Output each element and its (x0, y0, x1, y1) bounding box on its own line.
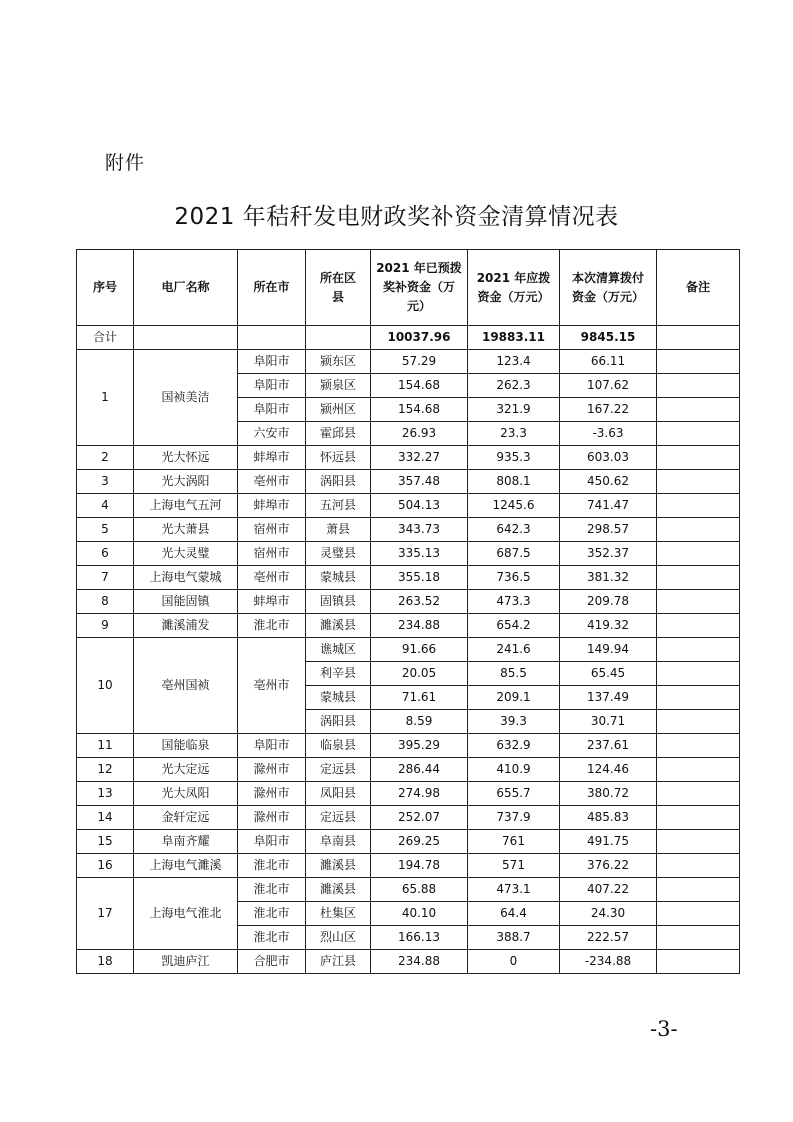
seq-cell: 4 (77, 494, 134, 518)
county-cell: 定远县 (306, 806, 371, 830)
note-cell (657, 950, 740, 974)
city-cell: 亳州市 (238, 566, 306, 590)
settle-cell: 491.75 (560, 830, 657, 854)
city-cell: 六安市 (238, 422, 306, 446)
table-row (77, 614, 740, 638)
seq-cell: 10 (77, 638, 134, 734)
city-cell: 阜阳市 (238, 734, 306, 758)
plant-cell: 国能固镇 (134, 590, 238, 614)
prepaid-cell: 269.25 (371, 830, 468, 854)
settle-cell: 222.57 (560, 926, 657, 950)
prepaid-cell: 357.48 (371, 470, 468, 494)
prepaid-cell: 20.05 (371, 662, 468, 686)
seq-cell: 2 (77, 446, 134, 470)
county-cell: 涡阳县 (306, 470, 371, 494)
settle-cell: 137.49 (560, 686, 657, 710)
seq-cell: 6 (77, 542, 134, 566)
should-cell: 761 (468, 830, 560, 854)
should-cell: 687.5 (468, 542, 560, 566)
header-city: 所在市 (238, 250, 306, 326)
county-cell: 濉溪县 (306, 878, 371, 902)
should-cell: 1245.6 (468, 494, 560, 518)
city-cell: 蚌埠市 (238, 494, 306, 518)
settle-cell: 376.22 (560, 854, 657, 878)
settle-cell: 237.61 (560, 734, 657, 758)
city-cell: 阜阳市 (238, 398, 306, 422)
prepaid-cell: 57.29 (371, 350, 468, 374)
county-cell: 烈山区 (306, 926, 371, 950)
plant-cell: 金轩定远 (134, 806, 238, 830)
prepaid-cell: 263.52 (371, 590, 468, 614)
county-cell: 蒙城县 (306, 686, 371, 710)
settle-cell: 209.78 (560, 590, 657, 614)
prepaid-cell: 71.61 (371, 686, 468, 710)
prepaid-cell: 194.78 (371, 854, 468, 878)
county-cell: 颍东区 (306, 350, 371, 374)
county-cell: 颍泉区 (306, 374, 371, 398)
county-cell: 蒙城县 (306, 566, 371, 590)
prepaid-cell: 252.07 (371, 806, 468, 830)
city-cell: 合肥市 (238, 950, 306, 974)
settle-cell: -3.63 (560, 422, 657, 446)
table-row (77, 566, 740, 590)
plant-cell: 濉溪浦发 (134, 614, 238, 638)
page-number: -3- (650, 1017, 678, 1041)
prepaid-cell: 343.73 (371, 518, 468, 542)
seq-cell: 12 (77, 758, 134, 782)
total-plant-cell (134, 326, 238, 350)
should-cell: 410.9 (468, 758, 560, 782)
should-cell: 473.3 (468, 590, 560, 614)
note-cell (657, 878, 740, 902)
table-row (77, 758, 740, 782)
header-plant: 电厂名称 (134, 250, 238, 326)
should-cell: 39.3 (468, 710, 560, 734)
plant-cell: 上海电气淮北 (134, 878, 238, 950)
note-cell (657, 686, 740, 710)
total-row (77, 326, 740, 350)
note-cell (657, 398, 740, 422)
prepaid-cell: 166.13 (371, 926, 468, 950)
settle-cell: 66.11 (560, 350, 657, 374)
should-cell: 808.1 (468, 470, 560, 494)
header-settle: 本次清算拨付资金（万元） (560, 250, 657, 326)
note-cell (657, 734, 740, 758)
prepaid-cell: 154.68 (371, 374, 468, 398)
table-header-row (77, 250, 740, 326)
should-cell: 736.5 (468, 566, 560, 590)
county-cell: 阜南县 (306, 830, 371, 854)
city-cell: 滁州市 (238, 782, 306, 806)
header-prepaid: 2021 年已预拨奖补资金（万元） (371, 250, 468, 326)
total-county-cell (306, 326, 371, 350)
county-cell: 杜集区 (306, 902, 371, 926)
seq-cell: 14 (77, 806, 134, 830)
settle-cell: 30.71 (560, 710, 657, 734)
city-cell: 亳州市 (238, 638, 306, 734)
settle-cell: 419.32 (560, 614, 657, 638)
prepaid-cell: 234.88 (371, 614, 468, 638)
table-row (77, 830, 740, 854)
note-cell (657, 494, 740, 518)
county-cell: 利辛县 (306, 662, 371, 686)
prepaid-cell: 91.66 (371, 638, 468, 662)
city-cell: 滁州市 (238, 758, 306, 782)
should-cell: 654.2 (468, 614, 560, 638)
settle-cell: 107.62 (560, 374, 657, 398)
county-cell: 涡阳县 (306, 710, 371, 734)
should-cell: 209.1 (468, 686, 560, 710)
plant-cell: 上海电气蒙城 (134, 566, 238, 590)
city-cell: 阜阳市 (238, 350, 306, 374)
plant-cell: 光大灵璧 (134, 542, 238, 566)
city-cell: 淮北市 (238, 614, 306, 638)
note-cell (657, 854, 740, 878)
attachment-label: 附件 (105, 152, 146, 174)
note-cell (657, 638, 740, 662)
document-title: 2021 年秸秆发电财政奖补资金清算情况表 (174, 204, 619, 230)
note-cell (657, 422, 740, 446)
should-cell: 642.3 (468, 518, 560, 542)
note-cell (657, 710, 740, 734)
note-cell (657, 782, 740, 806)
county-cell: 灵璧县 (306, 542, 371, 566)
should-cell: 935.3 (468, 446, 560, 470)
seq-cell: 16 (77, 854, 134, 878)
prepaid-cell: 8.59 (371, 710, 468, 734)
settle-cell: 407.22 (560, 878, 657, 902)
city-cell: 宿州市 (238, 518, 306, 542)
seq-cell: 11 (77, 734, 134, 758)
should-cell: 632.9 (468, 734, 560, 758)
settle-cell: 124.46 (560, 758, 657, 782)
settle-cell: -234.88 (560, 950, 657, 974)
settle-cell: 65.45 (560, 662, 657, 686)
should-cell: 0 (468, 950, 560, 974)
county-cell: 怀远县 (306, 446, 371, 470)
prepaid-cell: 154.68 (371, 398, 468, 422)
seq-cell: 18 (77, 950, 134, 974)
settle-cell: 24.30 (560, 902, 657, 926)
total-prepaid: 10037.96 (371, 326, 468, 350)
note-cell (657, 614, 740, 638)
table-row (77, 878, 740, 902)
county-cell: 谯城区 (306, 638, 371, 662)
settlement-table (76, 249, 740, 974)
note-cell (657, 518, 740, 542)
should-cell: 737.9 (468, 806, 560, 830)
county-cell: 固镇县 (306, 590, 371, 614)
total-city-cell (238, 326, 306, 350)
plant-cell: 国祯美洁 (134, 350, 238, 446)
table-row (77, 494, 740, 518)
table-row (77, 638, 740, 662)
header-should: 2021 年应拨资金（万元） (468, 250, 560, 326)
header-note: 备注 (657, 250, 740, 326)
note-cell (657, 758, 740, 782)
plant-cell: 上海电气濉溪 (134, 854, 238, 878)
settle-cell: 450.62 (560, 470, 657, 494)
should-cell: 262.3 (468, 374, 560, 398)
note-cell (657, 566, 740, 590)
settle-cell: 149.94 (560, 638, 657, 662)
settle-cell: 298.57 (560, 518, 657, 542)
settle-cell: 380.72 (560, 782, 657, 806)
settle-cell: 352.37 (560, 542, 657, 566)
county-cell: 定远县 (306, 758, 371, 782)
prepaid-cell: 274.98 (371, 782, 468, 806)
should-cell: 123.4 (468, 350, 560, 374)
seq-cell: 17 (77, 878, 134, 950)
table-body (77, 326, 740, 974)
settle-cell: 381.32 (560, 566, 657, 590)
plant-cell: 国能临泉 (134, 734, 238, 758)
table-row (77, 518, 740, 542)
city-cell: 宿州市 (238, 542, 306, 566)
table-row (77, 542, 740, 566)
plant-cell: 光大怀远 (134, 446, 238, 470)
city-cell: 阜阳市 (238, 374, 306, 398)
county-cell: 萧县 (306, 518, 371, 542)
header-seq: 序号 (77, 250, 134, 326)
city-cell: 淮北市 (238, 878, 306, 902)
plant-cell: 亳州国祯 (134, 638, 238, 734)
county-cell: 霍邱县 (306, 422, 371, 446)
seq-cell: 7 (77, 566, 134, 590)
seq-cell: 15 (77, 830, 134, 854)
total-note-cell (657, 326, 740, 350)
note-cell (657, 662, 740, 686)
note-cell (657, 446, 740, 470)
city-cell: 淮北市 (238, 926, 306, 950)
note-cell (657, 350, 740, 374)
settle-cell: 485.83 (560, 806, 657, 830)
county-cell: 濉溪县 (306, 854, 371, 878)
note-cell (657, 902, 740, 926)
seq-cell: 1 (77, 350, 134, 446)
prepaid-cell: 504.13 (371, 494, 468, 518)
note-cell (657, 830, 740, 854)
plant-cell: 光大萧县 (134, 518, 238, 542)
seq-cell: 5 (77, 518, 134, 542)
table-row (77, 470, 740, 494)
prepaid-cell: 395.29 (371, 734, 468, 758)
plant-cell: 光大涡阳 (134, 470, 238, 494)
settle-cell: 741.47 (560, 494, 657, 518)
header-county: 所在区县 (306, 250, 371, 326)
city-cell: 蚌埠市 (238, 590, 306, 614)
table-row (77, 806, 740, 830)
settle-cell: 167.22 (560, 398, 657, 422)
plant-cell: 阜南齐耀 (134, 830, 238, 854)
table-row (77, 782, 740, 806)
table-row (77, 350, 740, 374)
plant-cell: 光大定远 (134, 758, 238, 782)
plant-cell: 光大凤阳 (134, 782, 238, 806)
county-cell: 濉溪县 (306, 614, 371, 638)
note-cell (657, 590, 740, 614)
table-row (77, 446, 740, 470)
county-cell: 临泉县 (306, 734, 371, 758)
prepaid-cell: 332.27 (371, 446, 468, 470)
should-cell: 241.6 (468, 638, 560, 662)
prepaid-cell: 234.88 (371, 950, 468, 974)
prepaid-cell: 335.13 (371, 542, 468, 566)
seq-cell: 13 (77, 782, 134, 806)
city-cell: 蚌埠市 (238, 446, 306, 470)
total-label: 合计 (77, 326, 134, 350)
note-cell (657, 470, 740, 494)
should-cell: 655.7 (468, 782, 560, 806)
city-cell: 淮北市 (238, 854, 306, 878)
note-cell (657, 926, 740, 950)
should-cell: 23.3 (468, 422, 560, 446)
seq-cell: 8 (77, 590, 134, 614)
note-cell (657, 542, 740, 566)
city-cell: 阜阳市 (238, 830, 306, 854)
table-row (77, 590, 740, 614)
county-cell: 颍州区 (306, 398, 371, 422)
city-cell: 淮北市 (238, 902, 306, 926)
should-cell: 388.7 (468, 926, 560, 950)
should-cell: 473.1 (468, 878, 560, 902)
prepaid-cell: 286.44 (371, 758, 468, 782)
note-cell (657, 806, 740, 830)
table-row (77, 854, 740, 878)
table-row (77, 734, 740, 758)
city-cell: 亳州市 (238, 470, 306, 494)
county-cell: 五河县 (306, 494, 371, 518)
county-cell: 庐江县 (306, 950, 371, 974)
total-should: 19883.11 (468, 326, 560, 350)
prepaid-cell: 26.93 (371, 422, 468, 446)
seq-cell: 9 (77, 614, 134, 638)
settle-cell: 603.03 (560, 446, 657, 470)
prepaid-cell: 40.10 (371, 902, 468, 926)
prepaid-cell: 355.18 (371, 566, 468, 590)
table-row (77, 950, 740, 974)
total-settle: 9845.15 (560, 326, 657, 350)
seq-cell: 3 (77, 470, 134, 494)
plant-cell: 凯迪庐江 (134, 950, 238, 974)
plant-cell: 上海电气五河 (134, 494, 238, 518)
city-cell: 滁州市 (238, 806, 306, 830)
should-cell: 85.5 (468, 662, 560, 686)
should-cell: 321.9 (468, 398, 560, 422)
should-cell: 571 (468, 854, 560, 878)
prepaid-cell: 65.88 (371, 878, 468, 902)
note-cell (657, 374, 740, 398)
county-cell: 凤阳县 (306, 782, 371, 806)
should-cell: 64.4 (468, 902, 560, 926)
